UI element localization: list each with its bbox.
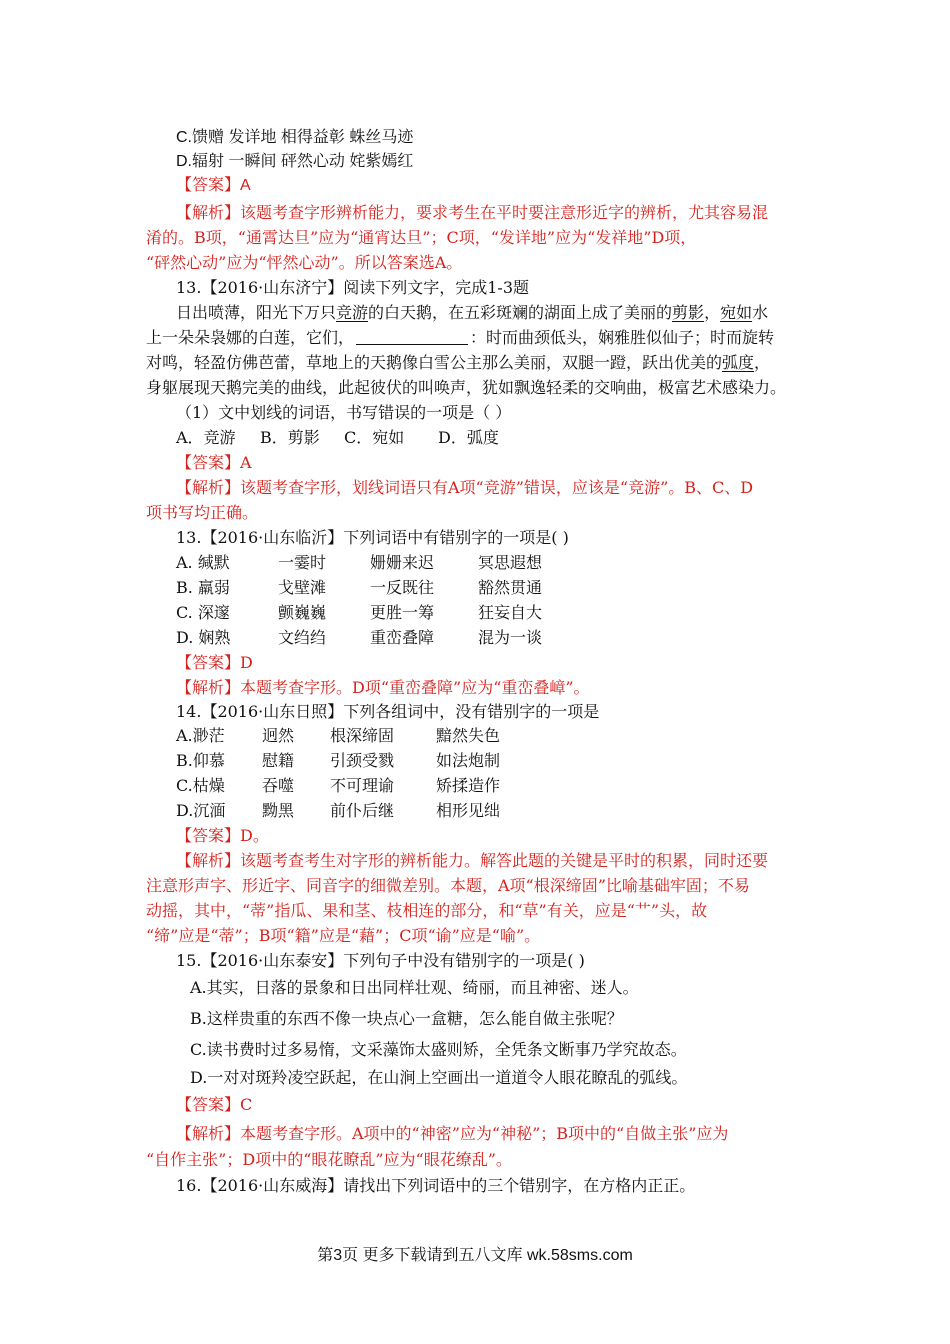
cell: 慰籍 <box>262 751 295 770</box>
q14-row <box>176 774 500 798</box>
q13b-title: 13.【2016·山东临沂】下列词语中有错别字的一项是( ) <box>176 528 569 547</box>
q13b-row <box>176 551 542 575</box>
q13a-answer: 【答案】A <box>176 453 252 472</box>
q14-title: 14.【2016·山东日照】下列各组词中，没有错别字的一项是 <box>176 702 600 721</box>
cell: C.枯燥 <box>176 776 225 795</box>
q16-title: 16.【2016·山东威海】请找出下列词语中的三个错别字，在方格内正正。 <box>176 1176 696 1195</box>
q13a-passage-line-2 <box>146 326 774 350</box>
cell: 豁然贯通 <box>478 578 543 597</box>
q14-analysis-line: 动摇，其中，“蒂”指瓜、果和茎、枝相连的部分，和“草”有关，应是“艹”头，故 <box>146 901 708 920</box>
passage-text: ， <box>754 353 771 372</box>
q15-answer: 【答案】C <box>176 1095 253 1114</box>
option-c: C．宛如 <box>344 428 405 447</box>
cell: 前仆后继 <box>330 801 395 820</box>
fill-in-blank <box>356 328 468 345</box>
cell: 黝黑 <box>262 801 295 820</box>
q13b-row <box>176 626 542 650</box>
passage-text: 对鸣，轻盈仿佛芭蕾，草地上的天鹅像白雪公主那么美丽，双腿一蹬，跃出优美的 <box>146 353 723 372</box>
page-footer: 第3页 更多下载请到五八文库 wk.58sms.com <box>317 1247 633 1264</box>
cell: D. 娴熟 <box>176 628 231 647</box>
q13a-analysis-line: 项书写均正确。 <box>146 503 259 522</box>
passage-text: 水 <box>752 303 769 322</box>
cell: A. 缄默 <box>176 553 230 572</box>
passage-text: 上一朵朵袅娜的白莲，它们， <box>146 328 355 347</box>
cell: 吞噬 <box>262 776 295 795</box>
q12-analysis-line: 【解析】该题考查字形辨析能力，要求考生在平时要注意形近字的辨析，尤其容易混 <box>176 203 769 222</box>
underlined-word: 弧度 <box>722 353 755 372</box>
cell: 不可理谕 <box>330 776 395 795</box>
q12-analysis-line: 淆的。B项，“通霄达旦”应为“通宵达旦”；C项，“发详地”应为“发祥地”D项， <box>146 228 697 247</box>
cell: 如法炮制 <box>436 751 501 770</box>
underlined-word: 剪影 <box>672 303 705 322</box>
underlined-word: 宛如 <box>720 303 753 322</box>
q13b-answer: 【答案】D <box>176 653 253 672</box>
option-a: A．竞游 <box>176 428 236 447</box>
cell: D.沉湎 <box>176 801 226 820</box>
cell: 重峦叠障 <box>370 628 435 647</box>
cell: 黯然失色 <box>436 726 501 745</box>
q15-title: 15.【2016·山东泰安】下列句子中没有错别字的一项是( ) <box>176 951 585 970</box>
q15-option: B.这样贵重的东西不像一块点心一盒糖，怎么能自做主张呢？ <box>190 1009 623 1028</box>
q15-option: A.其实，日落的景象和日出同样壮观、绮丽，而且神密、迷人。 <box>190 978 639 997</box>
passage-text: 的白天鹅，在五彩斑斓的湖面上成了美丽的 <box>368 303 673 322</box>
q14-row <box>176 749 500 773</box>
passage-text: ， <box>704 303 721 322</box>
passage-text: 日出喷薄，阳光下万只 <box>176 303 337 322</box>
q14-row <box>176 724 500 748</box>
cell: 混为一谈 <box>478 628 543 647</box>
q12-option-c: C.馈赠 发详地 相得益彰 蛛丝马迹 <box>176 129 414 146</box>
q13a-title: 13.【2016·山东济宁】阅读下列文字，完成1-3题 <box>176 278 530 297</box>
cell: B.仰慕 <box>176 751 225 770</box>
q13a-passage-line-4: 身躯展现天鹅完美的曲线，此起彼伏的叫唤声，犹如飘逸轻柔的交响曲，极富艺术感染力。 <box>146 378 787 397</box>
option-b: B．剪影 <box>260 428 320 447</box>
cell: 迥然 <box>262 726 295 745</box>
option-d: D．弧度 <box>438 428 499 447</box>
q13a-options <box>176 426 499 450</box>
q14-answer: 【答案】D。 <box>176 826 269 845</box>
cell: C. 深邃 <box>176 603 230 622</box>
cell: 戈壁滩 <box>278 578 327 597</box>
q15-analysis-line: “自作主张”；D项中的“眼花瞭乱”应为“眼花缭乱”。 <box>146 1150 512 1169</box>
underlined-word: 竞游 <box>336 303 369 322</box>
cell: 文绉绉 <box>278 628 327 647</box>
q15-analysis-line: 【解析】本题考查字形。A项中的“神密”应为“神秘”；B项中的“自做主张”应为 <box>176 1124 729 1143</box>
cell: B. 羸弱 <box>176 578 230 597</box>
cell: A.渺茫 <box>176 726 225 745</box>
q14-analysis-line: “缔”应是“蒂”；B项“籍”应是“藉”；C项“谕”应是“喻”。 <box>146 926 541 945</box>
q13b-row <box>176 601 542 625</box>
q12-analysis-line: “砰然心动”应为“怦然心动”。所以答案选A。 <box>146 253 463 272</box>
q14-analysis-line: 注意形声字、形近字、同音字的细微差别。本题，A项“根深缔固”比喻基础牢固；不易 <box>146 876 750 895</box>
q13a-passage-line-1 <box>176 301 768 325</box>
q12-option-d: D.辐射 一瞬间 砰然心动 姹紫嫣红 <box>176 153 414 170</box>
q15-option: C.读书费时过多易惰，文采藻饰太盛则矫，全凭条文断事乃学究故态。 <box>190 1040 687 1059</box>
cell: 狂妄自大 <box>478 603 543 622</box>
cell: 一霎时 <box>278 553 327 572</box>
cell: 相形见绌 <box>436 801 501 820</box>
q13b-row <box>176 576 542 600</box>
q13a-analysis-line: 【解析】该题考查字形，划线词语只有A项“竞游”错误，应该是“竞游”。B、C、D <box>176 478 754 497</box>
q13b-analysis: 【解析】本题考查字形。D项“重峦叠障”应为“重峦叠嶂”。 <box>176 678 590 697</box>
cell: 更胜一筹 <box>370 603 435 622</box>
q15-option: D.一对对斑羚凌空跃起，在山涧上空画出一道道令人眼花瞭乱的弧线。 <box>190 1068 688 1087</box>
cell: 矫揉造作 <box>436 776 501 795</box>
cell: 颤巍巍 <box>278 603 327 622</box>
q12-answer: 【答案】A <box>176 177 251 194</box>
cell: 一反既往 <box>370 578 435 597</box>
q14-row <box>176 799 500 823</box>
cell: 根深缔固 <box>330 726 395 745</box>
cell: 姗姗来迟 <box>370 553 435 572</box>
q13a-passage-line-3 <box>146 351 770 375</box>
q14-analysis-line: 【解析】该题考查考生对字形的辨析能力。解答此题的关键是平时的积累，同时还要 <box>176 851 769 870</box>
q13a-question: （1）文中划线的词语，书写错误的一项是（ ） <box>176 403 512 422</box>
passage-text: ：时而曲颈低头，娴雅胜似仙子；时而旋转 <box>470 328 775 347</box>
cell: 冥思遐想 <box>478 553 543 572</box>
cell: 引颈受戮 <box>330 751 395 770</box>
